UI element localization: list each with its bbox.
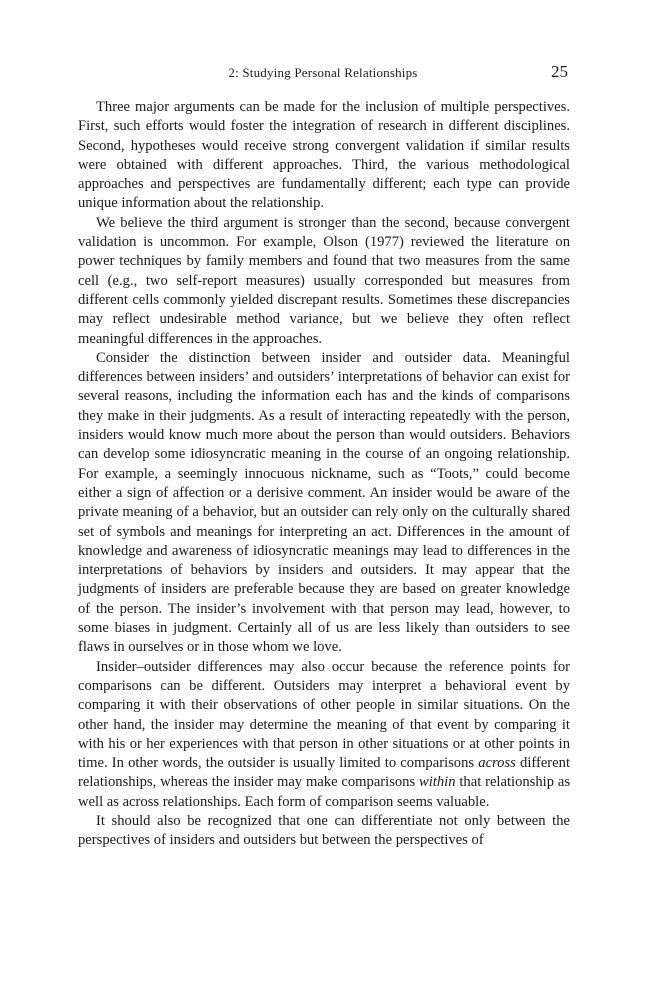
paragraph-multiple-perspectives: Three major arguments can be made for the inclusion of multiple perspectives. First, such efforts would foster the integration of research in different disciplines. Second, hypotheses would receive strong convergent validation if similar results were obtained with different approaches. Third, the various methodological approaches and perspectives are fundamentally different; each type can provide unique information about the relationship. [78, 99, 570, 212]
paragraph-text-segment: that relationship as well as across relationships. Each form of comparison seems valuable. [78, 774, 570, 810]
paragraph-text-segment: different relationships, whereas the insider may make comparisons [78, 755, 570, 791]
body-text [78, 98, 570, 851]
paragraph-differentiate-perspectives: It should also be recognized that one can differentiate not only between the perspectives of insiders and outsiders but between the perspectives of [78, 812, 570, 849]
running-title: 2: Studying Personal Relationships [228, 65, 418, 80]
page-number: 25 [551, 62, 568, 81]
paragraph-convergent-validation: We believe the third argument is stronger than the second, because convergent validation is uncommon. For example, Olson (1977) reviewed the literature on power techniques by family members and found that two measures from the same cell (e.g., two self-report measures) usually corresponded but measures from different cells commonly yielded discrepant results. Sometimes these discrepancies may reflect undesirable method variance, but we believe they often reflect meaningful differences in the approaches. [78, 214, 570, 347]
paragraph-insider-outsider-data: Consider the distinction between insider and outsider data. Meaningful differences between insiders’ and outsiders’ interpretations of behavior can exist for several reasons, including the information each has and the kinds of comparisons they make in their judgments. As a result of interacting repeatedly with the person, insiders would know much more about the person than would outsiders. Behaviors can develop some idiosyncratic meaning in the course of an ongoing relationship. For example, a seemingly innocuous nickname, such as “Toots,” could become either a sign of affection or a derisive comment. An insider would be aware of the private meaning of a behavior, but an outsider can rely only on the culturally shared set of symbols and meanings for interpreting an act. Differences in the amount of knowledge and awareness of idiosyncratic meanings may lead to differences in the interpretations of behaviors by insiders and outsiders. It may appear that the judgments of insiders are preferable because they are based on greater knowledge of the person. The insider’s involvement with that person may lead, however, to some biases in judgment. Certainly all of us are less likely than outsiders to see flaws in ourselves or in those whom we love. [78, 349, 570, 656]
running-head [78, 62, 568, 82]
emphasis-within: within [419, 774, 456, 791]
emphasis-across: across [478, 755, 516, 772]
paragraph-text-segment: Insider–outsider differences may also occur because the reference points for comparisons can be different. Outsiders may interpret a behavioral event by comparing it with their observations of other people in similar situations. On the other hand, the insider may determine the meaning of that event by comparing it with his or her experiences with that person in other situations or at other points in time. In other words, the outsider is usually limited to comparisons [78, 658, 570, 772]
paragraph-reference-points [78, 658, 570, 812]
